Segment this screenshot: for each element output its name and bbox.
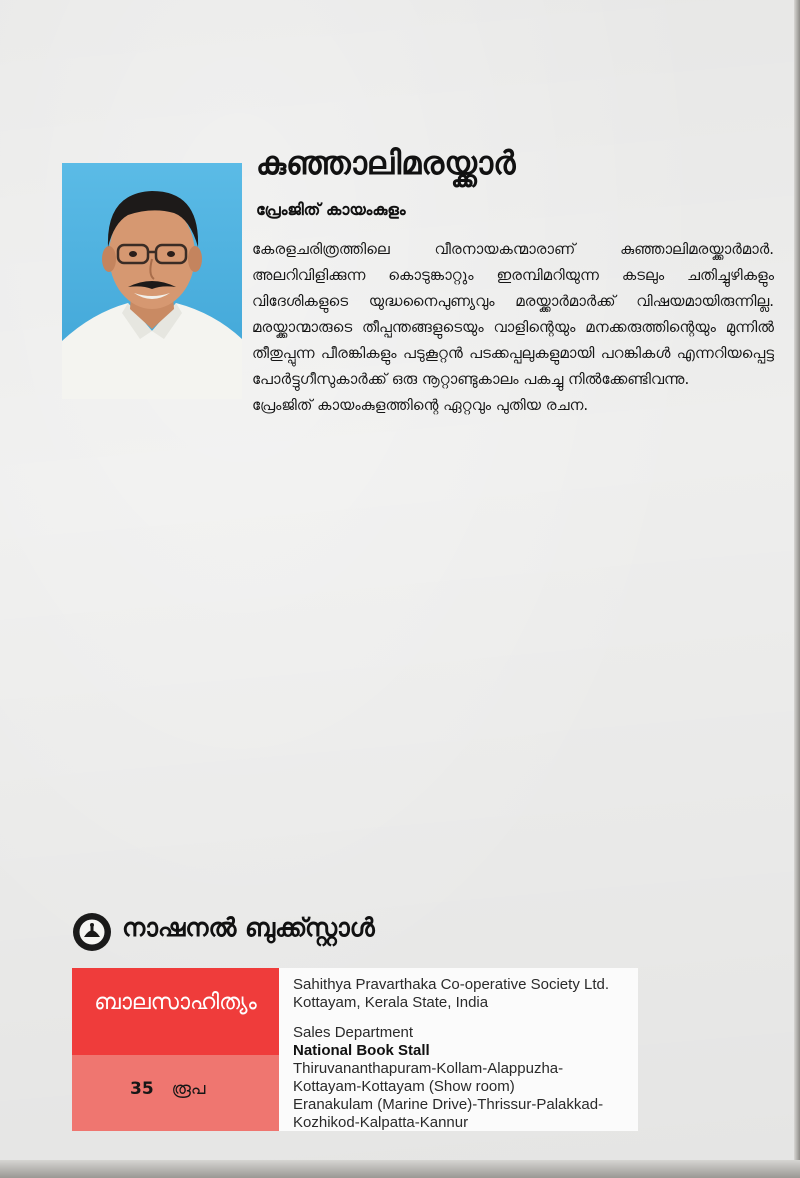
sales-department: Sales Department (293, 1024, 414, 1041)
publisher-society: Sahithya Pravarthaka Co-operative Society Ltd. (293, 976, 610, 993)
stall-name: National Book Stall (293, 1042, 430, 1059)
cover-edge-right (794, 0, 800, 1178)
cover-edge-bottom (0, 1160, 800, 1178)
price-unit: രൂപ (171, 1079, 206, 1099)
publisher-location: Kottayam, Kerala State, India (293, 994, 489, 1011)
price (130, 1079, 205, 1099)
branch-line: Eranakulam (Marine Drive)-Thrissur-Palakkad- (293, 1096, 604, 1113)
blurb-paragraph: കേരളചരിത്രത്തിലെ വീരനായകന്മാരാണ് കുഞ്ഞാലിമരയ്ക്കാർമാർ. അലറിവിളിക്കുന്ന കൊടുങ്കാറ്റും ഇരമ്പിമറിയുന്ന കടലും ചതിച്ചുഴികളും വിദേശികളുടെ യുദ്ധനൈപുണ്യവും മരയ്ക്കാർമാർക്ക് വിഷയമായിരുന്നില്ല. മരയ്ക്കാന്മാരുടെ തീപ്പന്തങ്ങളുടെയും വാളിന്റെയും മനക്കരുത്തിന്റെയും മുന്നിൽ തീതുപ്പുന്ന പീരങ്കികളും പടുകൂറ്റൻ പടക്കപ്പലുകളുമായി പറങ്കികൾ എന്നറിയപ്പെട്ട പോർട്ടുഗീസുകാർക്ക് ഒരു നൂറ്റാണ്ടുകാലം പകച്ചു നിൽക്കേണ്ടിവന്നു. (252, 240, 774, 388)
publisher-seal-icon (72, 912, 112, 952)
blurb (62, 236, 774, 418)
price-label (72, 968, 638, 1131)
book-title: കുഞ്ഞാലിമരയ്ക്കാർ (256, 144, 516, 182)
price-value: 35 (130, 1079, 154, 1099)
author-name: പ്രേംജിത് കായംകുളം (256, 200, 406, 219)
category-label: ബാലസാഹിത്യം (94, 990, 257, 1015)
branch-line: Kozhikod-Kalpatta-Kannur (293, 1114, 469, 1131)
branch-line: Thiruvananthapuram-Kollam-Alappuzha- (293, 1060, 564, 1077)
photo-wrap-spacer (62, 236, 252, 406)
publisher-name: നാഷനൽ ബുക്ക്സ്റ്റാൾ (122, 913, 375, 942)
publisher-info (293, 976, 638, 1132)
price-block (72, 1055, 279, 1131)
blurb-closing: പ്രേംജിത് കായംകുളത്തിന്റെ ഏറ്റവും പുതിയ രചന. (252, 396, 589, 414)
branch-line: Kottayam-Kottayam (Show room) (293, 1078, 515, 1095)
category-block (72, 968, 279, 1055)
